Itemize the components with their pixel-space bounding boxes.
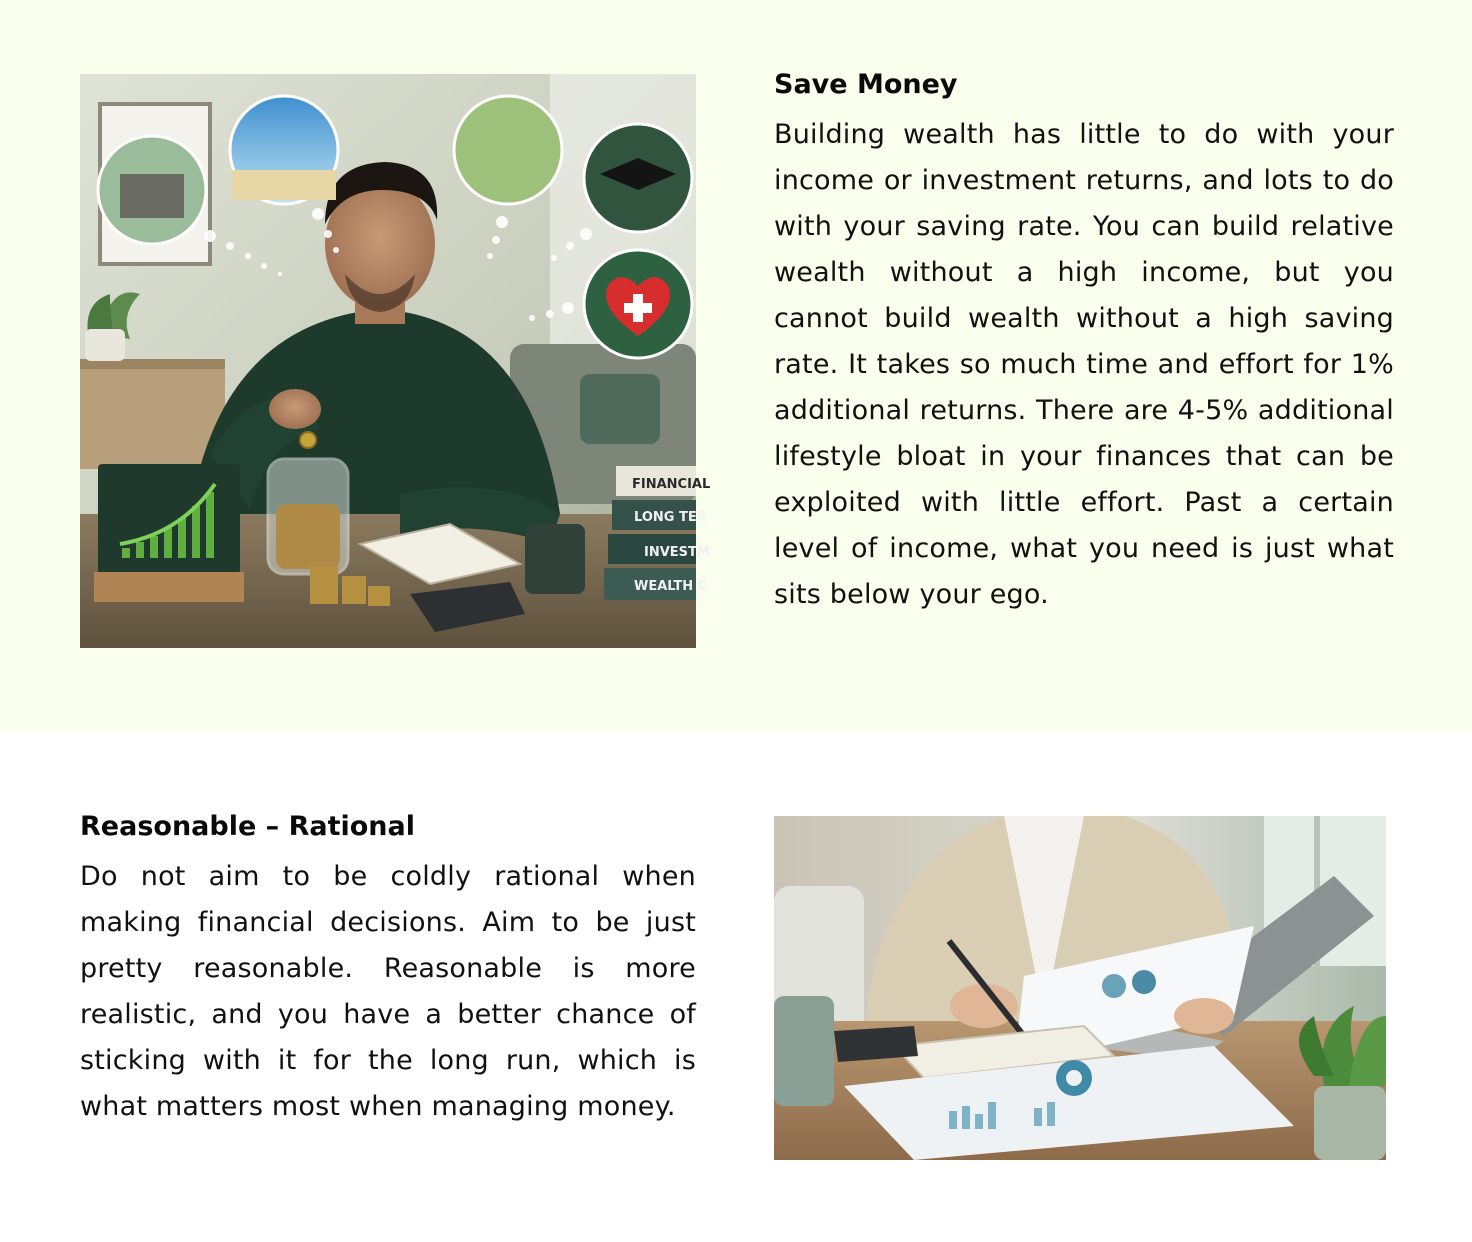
reasonable-text <box>80 812 696 1130</box>
book-spine-label: INVESTM <box>644 545 710 560</box>
book-spine-label: LONG TER <box>634 510 707 525</box>
save-money-title: Save Money <box>774 69 958 100</box>
man-saving-coins-image <box>80 74 711 648</box>
book-spine-label: FINANCIAL <box>632 477 711 492</box>
book-spine-label: WEALTH C <box>634 579 708 594</box>
reasonable-section <box>0 732 1472 1242</box>
reasonable-body: Do not aim to be coldly rational when making financial decisions. Aim to be just pretty reasonable. Reasonable is more realistic, and you have a better chance of sticking with it for the long run, which is what matters most when managing money. <box>80 861 696 1122</box>
save-money-body: Building wealth has little to do with your income or investment returns, and lots to do with your saving rate. You can build relative wealth without a high income, but you cannot build wealth without a high saving rate. It takes so much time and effort for 1% additional returns. There are 4-5% additional lifestyle bloat in your finances that can be exploited with little effort. Past a certain level of income, what you need is just what sits below your ego. <box>774 119 1394 610</box>
reasonable-title: Reasonable – Rational <box>80 811 415 842</box>
save-money-text <box>774 70 1394 618</box>
woman-reviewing-reports-image <box>774 816 1386 1160</box>
